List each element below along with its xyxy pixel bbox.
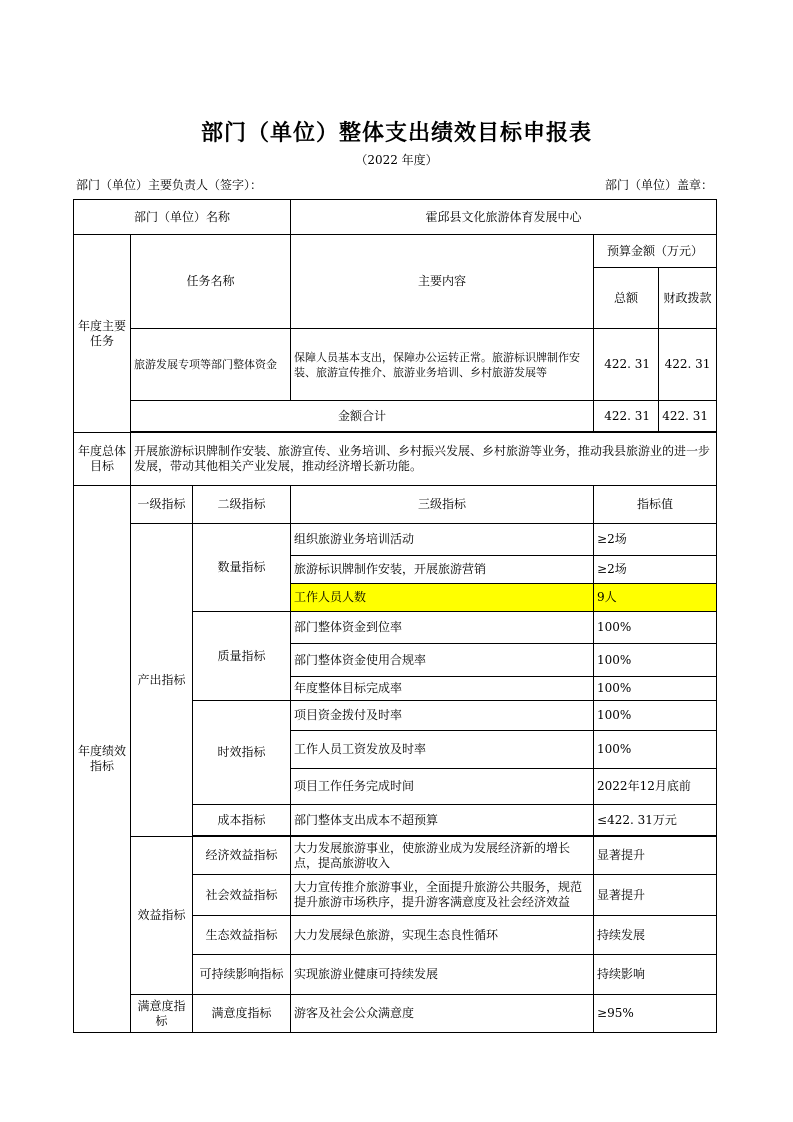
signer-label: 部门（单位）主要负责人（签字）： <box>76 178 263 192</box>
task-name-cell: 旅游发展专项等部门整体资金 <box>131 329 291 401</box>
level1-header: 一级指标 <box>131 486 193 524</box>
economic-indicator-label: 经济效益指标 <box>193 837 291 875</box>
social-indicator-label: 社会效益指标 <box>193 875 291 916</box>
indicator-name-highlighted: 工作人员人数 <box>291 584 594 612</box>
indicator-name: 项目工作任务完成时间 <box>291 769 594 805</box>
indicator-value: 100% <box>594 701 717 731</box>
task-fiscal-cell: 422. 31 <box>659 329 717 401</box>
indicator-value: ≥95% <box>594 995 717 1033</box>
indicator-value: 显著提升 <box>594 875 717 916</box>
task-content-cell: 保障人员基本支出，保障办公运转正常。旅游标识牌制作安装、旅游宣传推介、旅游业务培训、乡村旅游发展等 <box>291 329 594 401</box>
indicator-name: 部门整体支出成本不超预算 <box>291 805 594 836</box>
total-header: 总额 <box>594 268 659 329</box>
dept-name-label: 部门（单位）名称 <box>74 200 291 235</box>
indicator-value: 持续发展 <box>594 916 717 955</box>
benefit-indicator-label: 效益指标 <box>131 837 193 995</box>
dept-name-value: 霍邱县文化旅游体育发展中心 <box>291 200 717 235</box>
perf-label: 年度绩效指标 <box>74 486 131 1033</box>
main-content-header: 主要内容 <box>291 235 594 329</box>
satisfaction-level1-label: 满意度指标 <box>131 995 193 1033</box>
indicator-name: 大力发展绿色旅游，实现生态良性循环 <box>291 916 594 955</box>
fiscal-header: 财政拨款 <box>659 268 717 329</box>
indicator-value: 100% <box>594 644 717 677</box>
level2-header: 二级指标 <box>193 486 291 524</box>
annual-goal-text: 开展旅游标识牌制作安装、旅游宣传、业务培训、乡村振兴发展、乡村旅游等业务，推动我县旅游业的进一步发展，带动其他相关产业发展，推动经济增长新功能。 <box>131 433 717 486</box>
cost-indicator-label: 成本指标 <box>193 805 291 836</box>
indicator-value: 100% <box>594 677 717 701</box>
budget-header: 预算金额（万元） <box>594 235 717 268</box>
indicator-value: 2022年12月底前 <box>594 769 717 805</box>
indicator-value: 100% <box>594 612 717 644</box>
sum-label: 金额合计 <box>131 401 594 432</box>
indicator-value: 显著提升 <box>594 837 717 875</box>
output-indicator-label: 产出指标 <box>131 524 193 837</box>
indicator-value: ≥2场 <box>594 556 717 584</box>
indicator-name: 组织旅游业务培训活动 <box>291 524 594 556</box>
quality-indicator-label: 质量指标 <box>193 612 291 701</box>
indicator-name: 游客及社会公众满意度 <box>291 995 594 1033</box>
indicator-name: 工作人员工资发放及时率 <box>291 731 594 769</box>
indicator-value: ≥2场 <box>594 524 717 556</box>
indicator-name: 年度整体目标完成率 <box>291 677 594 701</box>
satisfaction-level2-label: 满意度指标 <box>193 995 291 1033</box>
sum-fiscal: 422. 31 <box>659 401 717 432</box>
task-total-cell: 422. 31 <box>594 329 659 401</box>
indicator-name: 部门整体资金使用合规率 <box>291 644 594 677</box>
annual-tasks-label: 年度主要任务 <box>74 235 131 433</box>
indicator-value: 持续影响 <box>594 955 717 995</box>
indicator-value: 100% <box>594 731 717 769</box>
annual-goal-label: 年度总体目标 <box>74 433 131 486</box>
indicator-name: 实现旅游业健康可持续发展 <box>291 955 594 995</box>
indicator-value-highlighted: 9人 <box>594 584 717 612</box>
level3-header: 三级指标 <box>291 486 594 524</box>
ecological-indicator-label: 生态效益指标 <box>193 916 291 955</box>
sum-total: 422. 31 <box>594 401 659 432</box>
indicator-value: ≤422. 31万元 <box>594 805 717 836</box>
indicator-name: 大力发展旅游事业，使旅游业成为发展经济新的增长点，提高旅游收入 <box>291 837 594 875</box>
sustainable-indicator-label: 可持续影响指标 <box>193 955 291 995</box>
indicator-name: 大力宣传推介旅游事业，全面提升旅游公共服务，规范提升旅游市场秩序，提升游客满意度及社会经济效益 <box>291 875 594 916</box>
quantity-indicator-label: 数量指标 <box>193 524 291 612</box>
value-header: 指标值 <box>594 486 717 524</box>
indicator-name: 旅游标识牌制作安装，开展旅游营销 <box>291 556 594 584</box>
performance-table <box>73 199 717 1033</box>
report-year: （2022 年度） <box>355 153 438 167</box>
timeliness-indicator-label: 时效指标 <box>193 701 291 805</box>
page-title: 部门（单位）整体支出绩效目标申报表 <box>200 120 592 146</box>
task-name-header: 任务名称 <box>131 235 291 329</box>
indicator-name: 项目资金拨付及时率 <box>291 701 594 731</box>
indicator-name: 部门整体资金到位率 <box>291 612 594 644</box>
seal-label: 部门（单位）盖章： <box>604 178 713 192</box>
